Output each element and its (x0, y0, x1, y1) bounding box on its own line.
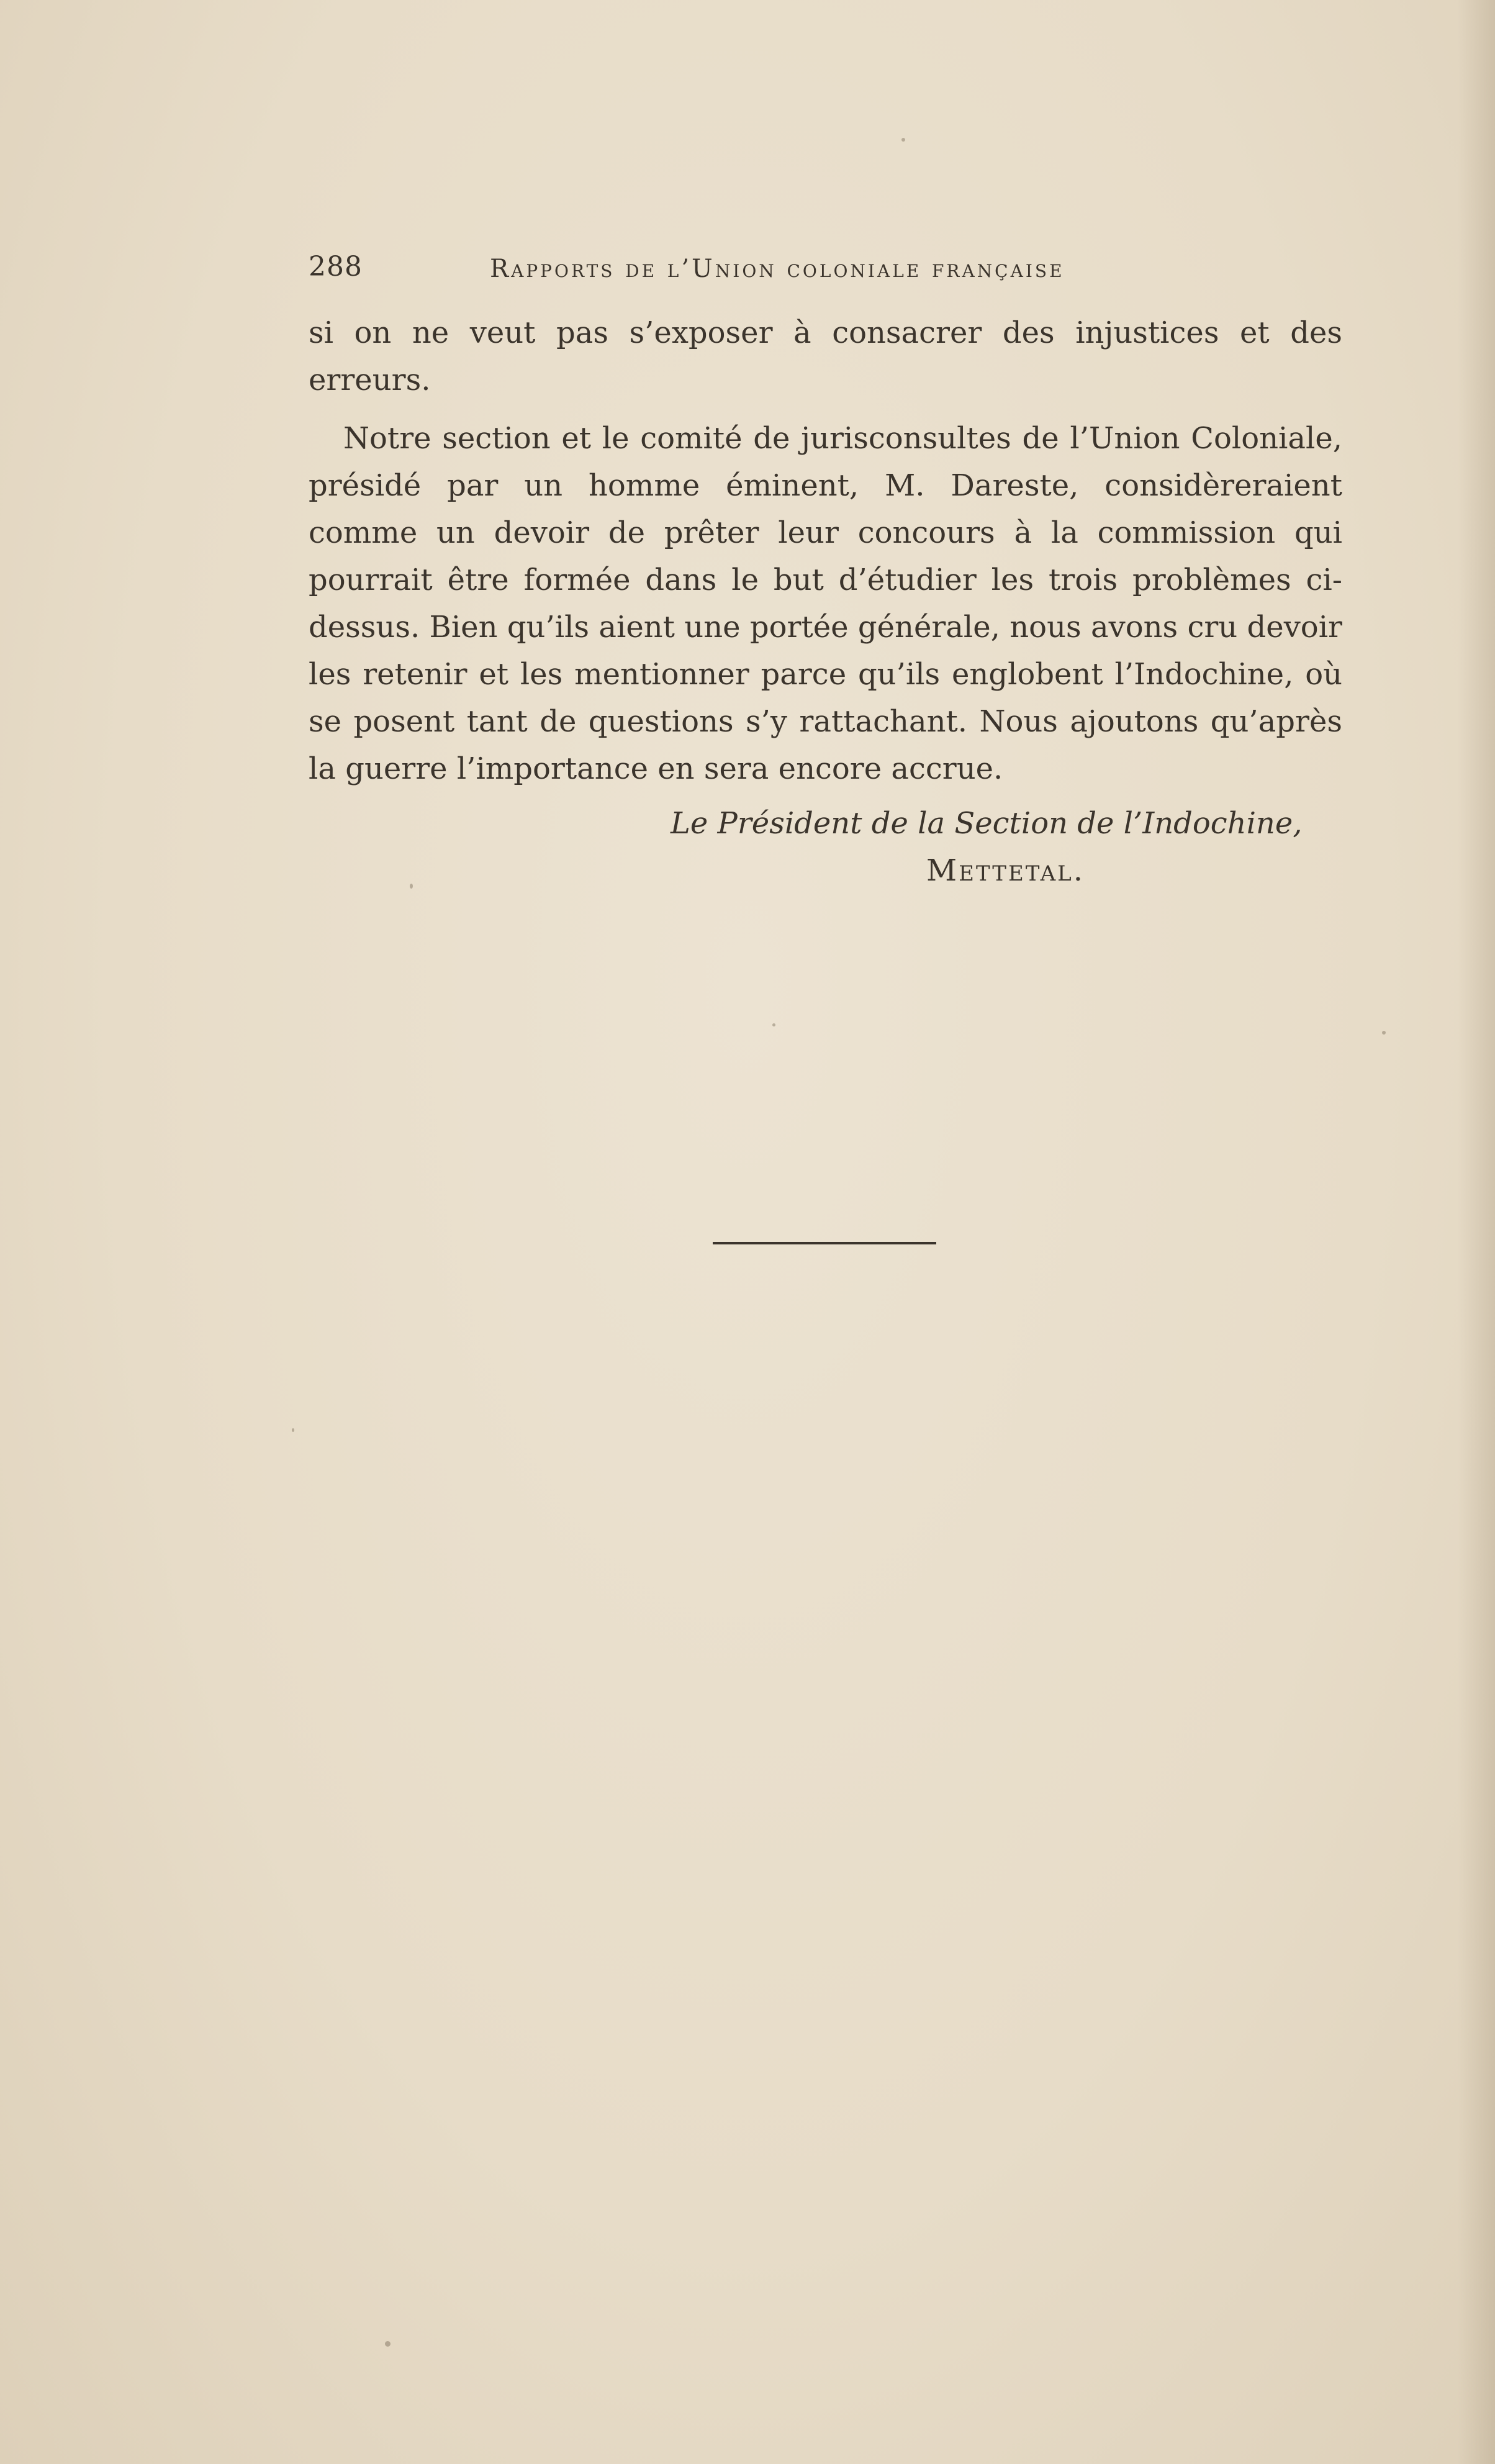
signature-block (671, 800, 1353, 894)
page-header (309, 251, 1170, 288)
running-title: Rapports de l’Union coloniale française (490, 255, 1065, 283)
paragraph: si on ne veut pas s’exposer à consacrer des injustices et des erreurs. (309, 315, 1342, 397)
page-edge-shadow (1458, 0, 1495, 2464)
paper-speck (292, 1428, 294, 1432)
paper-speck (410, 884, 413, 889)
paper-speck (1382, 1031, 1386, 1035)
paper-speck (772, 1023, 775, 1026)
paper-speck (901, 138, 905, 142)
signature-title: Le Président de la Section de l’Indochine, (671, 806, 1303, 841)
page-number: 288 (309, 251, 363, 283)
paper-speck (385, 2341, 391, 2347)
paragraph: Notre section et le comité de jurisconsultes de l’Union Coloniale, présidé par un homme éminent, M. Dareste, considèreraient comme un devoir de prêter leur concours à la commission qui pourrait être formée dans le but d’étudier les trois problèmes ci-dessus. Bien qu’ils aient une portée générale, nous avons cru devoir les retenir et les mentionner parce qu’ils englobent l’Indochine, où se posent tant de questions s’y rattachant. Nous ajoutons qu’après la guerre l’importance en sera encore accrue. (309, 421, 1342, 786)
signature-name: Mettetal. (926, 853, 1085, 888)
end-rule-divider (713, 1242, 936, 1244)
body-text (309, 309, 1342, 792)
